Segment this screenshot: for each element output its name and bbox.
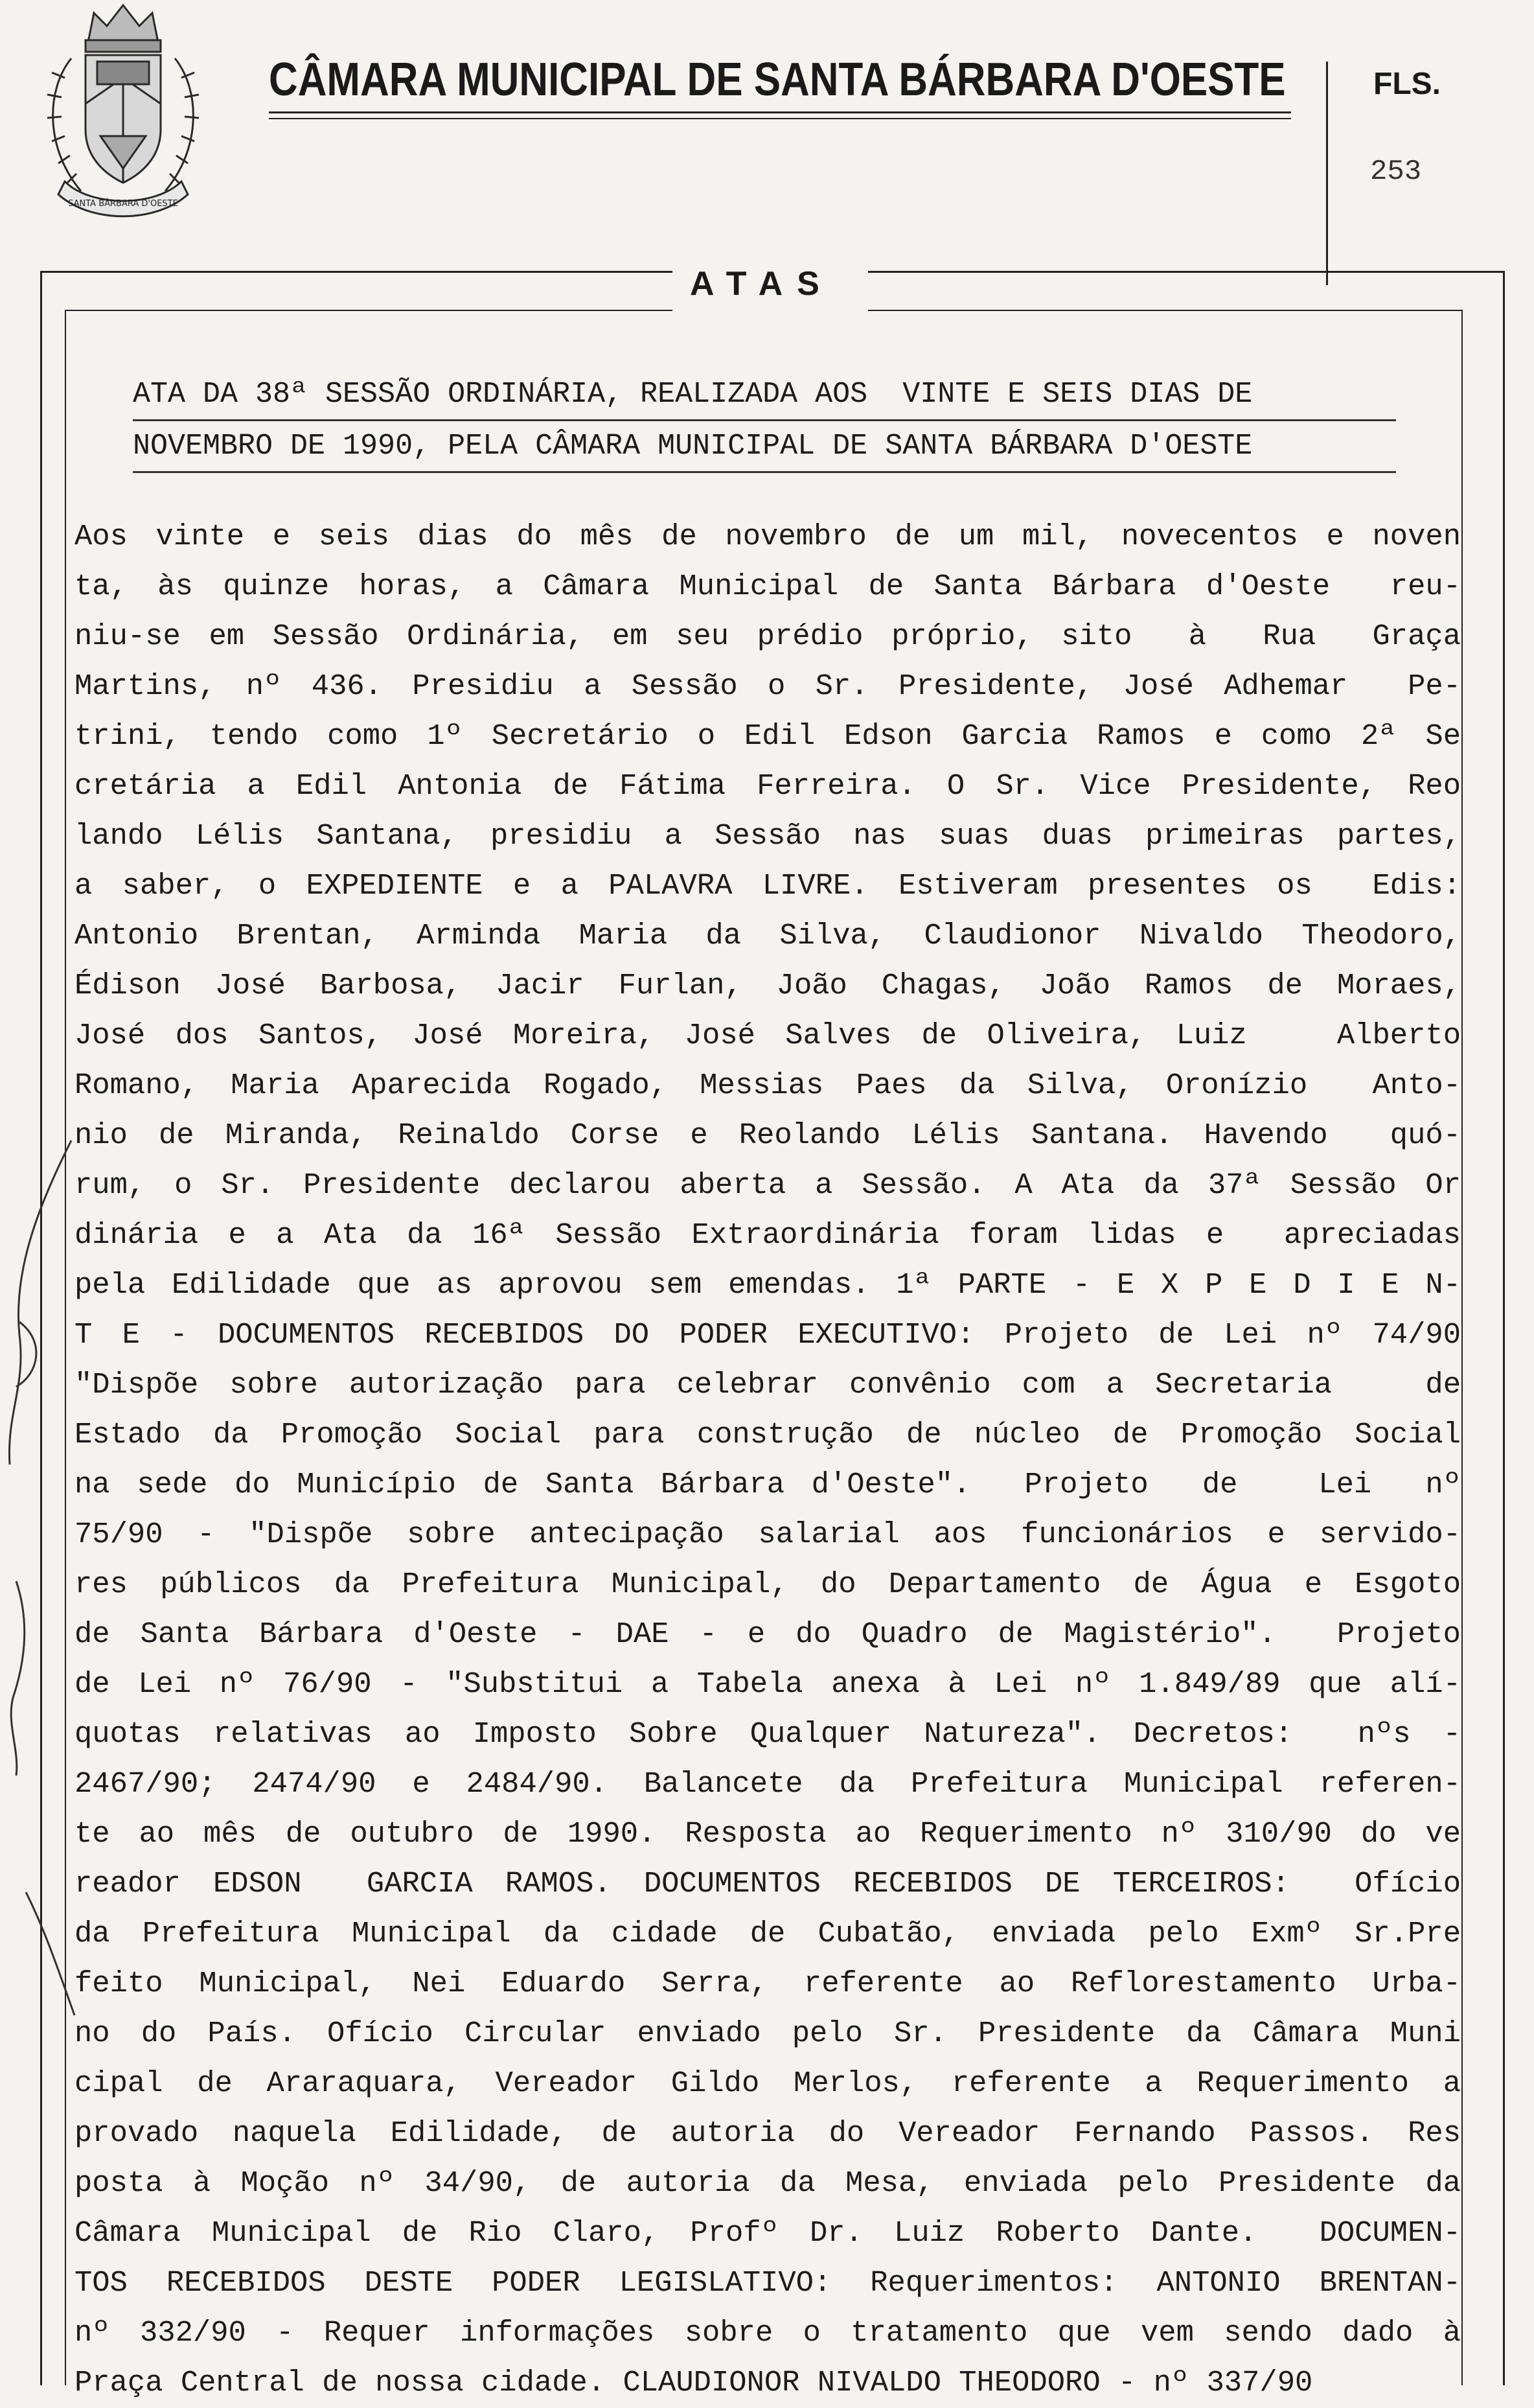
header-rule xyxy=(269,111,1291,113)
body-line: Câmara Municipal de Rio Claro, Profº Dr. Luiz Roberto Dante. DOCUMEN- xyxy=(74,2216,1461,2250)
body-line: da Prefeitura Municipal da cidade de Cubatão, enviada pelo Exmº Sr.Pre xyxy=(74,1917,1461,1951)
body-line: rum, o Sr. Presidente declarou aberta a Sessão. A Ata da 37ª Sessão Or xyxy=(74,1168,1461,1202)
body-line: 2467/90; 2474/90 e 2484/90. Balancete da Prefeitura Municipal referen- xyxy=(74,1767,1461,1801)
body-line: provado naquela Edilidade, de autoria do Vereador Fernando Passos. Res xyxy=(74,2116,1461,2150)
body-line: nº 332/90 - Requer informações sobre o tratamento que vem sendo dado à xyxy=(74,2316,1461,2350)
body-line: Aos vinte e seis dias do mês de novembro de um mil, novecentos e noven xyxy=(74,520,1461,553)
body-line: quotas relativas ao Imposto Sobre Qualquer Natureza". Decretos: nºs - xyxy=(74,1717,1461,1751)
body-line: cipal de Araraquara, Vereador Gildo Merlos, referente a Requerimento a xyxy=(74,2066,1461,2100)
body-line: no do País. Ofício Circular enviado pelo Sr. Presidente da Câmara Muni xyxy=(74,2017,1461,2050)
chamber-title: CÂMARA MUNICIPAL DE SANTA BÁRBARA D'OESTE xyxy=(269,54,1286,106)
body-line: Praça Central de nossa cidade. CLAUDIONOR NIVALDO THEODORO - nº 337/90 xyxy=(74,2366,1313,2400)
header-rule xyxy=(269,118,1291,119)
body-line: Estado da Promoção Social para construção de núcleo de Promoção Social xyxy=(74,1418,1461,1452)
handwritten-margin-mark xyxy=(0,1128,78,2100)
body-line: reador EDSON GARCIA RAMOS. DOCUMENTOS RECEBIDOS DE TERCEIROS: Ofício xyxy=(74,1867,1461,1901)
body-line: feito Municipal, Nei Eduardo Serra, referente ao Reflorestamento Urba- xyxy=(74,1967,1461,2000)
frame-border xyxy=(65,310,672,311)
minutes-body xyxy=(74,512,1461,2408)
body-line: na sede do Município de Santa Bárbara d'Oeste". Projeto de Lei nº xyxy=(74,1468,1461,1501)
body-line: lando Lélis Santana, presidiu a Sessão nas suas duas primeiras partes, xyxy=(74,819,1461,853)
body-line: te ao mês de outubro de 1990. Resposta ao Requerimento nº 310/90 do ve xyxy=(74,1817,1461,1851)
frame-border xyxy=(868,310,1463,311)
body-line: cretária a Edil Antonia de Fátima Ferreira. O Sr. Vice Presidente, Reo xyxy=(74,769,1461,803)
body-line: TOS RECEBIDOS DESTE PODER LEGISLATIVO: Requerimentos: ANTONIO BRENTAN- xyxy=(74,2266,1461,2300)
body-line: Édison José Barbosa, Jacir Furlan, João Chagas, João Ramos de Moraes, xyxy=(74,969,1461,1002)
frame-border xyxy=(868,271,1504,273)
body-line: pela Edilidade que as aprovou sem emendas. 1ª PARTE - E X P E D I E N- xyxy=(74,1268,1461,1302)
header-divider xyxy=(1326,62,1328,285)
body-line: Antonio Brentan, Arminda Maria da Silva, Claudionor Nivaldo Theodoro, xyxy=(74,919,1461,953)
body-line: "Dispõe sobre autorização para celebrar convênio com a Secretaria de xyxy=(74,1368,1461,1402)
frame-border xyxy=(1461,310,1463,2385)
body-line: T E - DOCUMENTOS RECEBIDOS DO PODER EXECUTIVO: Projeto de Lei nº 74/90 xyxy=(74,1318,1461,1352)
body-line: dinária e a Ata da 16ª Sessão Extraordinária foram lidas e apreciadas xyxy=(74,1218,1461,1252)
body-line: Martins, nº 436. Presidiu a Sessão o Sr. Presidente, José Adhemar Pe- xyxy=(74,669,1461,703)
heading-line: NOVEMBRO DE 1990, PELA CÂMARA MUNICIPAL DE SANTA BÁRBARA D'OESTE xyxy=(133,421,1396,473)
folio-number: 253 xyxy=(1370,156,1422,188)
heading-line: ATA DA 38ª SESSÃO ORDINÁRIA, REALIZADA AOS VINTE E SEIS DIAS DE xyxy=(133,369,1396,421)
body-line: de Lei nº 76/90 - "Substitui a Tabela anexa à Lei nº 1.849/89 que alí- xyxy=(74,1667,1461,1701)
body-line: trini, tendo como 1º Secretário o Edil Edson Garcia Ramos e como 2ª Se xyxy=(74,719,1461,753)
crest-motto: SANTA BÁRBARA D'OESTE xyxy=(68,199,178,209)
body-line: res públicos da Prefeitura Municipal, do Departamento de Água e Esgoto xyxy=(74,1568,1461,1601)
folio-label: FLS. xyxy=(1373,67,1441,101)
minutes-heading xyxy=(133,369,1428,473)
body-line: ta, às quinze horas, a Câmara Municipal de Santa Bárbara d'Oeste reu- xyxy=(74,570,1461,603)
frame-border xyxy=(40,271,672,273)
body-line: nio de Miranda, Reinaldo Corse e Reolando Lélis Santana. Havendo quó- xyxy=(74,1118,1461,1152)
body-line: Romano, Maria Aparecida Rogado, Messias Paes da Silva, Oronízio Anto- xyxy=(74,1069,1461,1102)
body-line: niu-se em Sessão Ordinária, em seu prédio próprio, sito à Rua Graça xyxy=(74,619,1461,653)
body-line: José dos Santos, José Moreira, José Salves de Oliveira, Luiz Alberto xyxy=(74,1019,1461,1052)
frame-border xyxy=(1503,271,1505,2385)
body-line: de Santa Bárbara d'Oeste - DAE - e do Quadro de Magistério". Projeto xyxy=(74,1617,1461,1651)
municipal-crest-icon xyxy=(26,0,220,224)
section-title: ATAS xyxy=(690,265,834,303)
body-line: posta à Moção nº 34/90, de autoria da Mesa, enviada pelo Presidente da xyxy=(74,2166,1461,2200)
body-line: 75/90 - "Dispõe sobre antecipação salarial aos funcionários e servido- xyxy=(74,1518,1461,1551)
body-line: a saber, o EXPEDIENTE e a PALAVRA LIVRE. Estiveram presentes os Edis: xyxy=(74,869,1461,903)
